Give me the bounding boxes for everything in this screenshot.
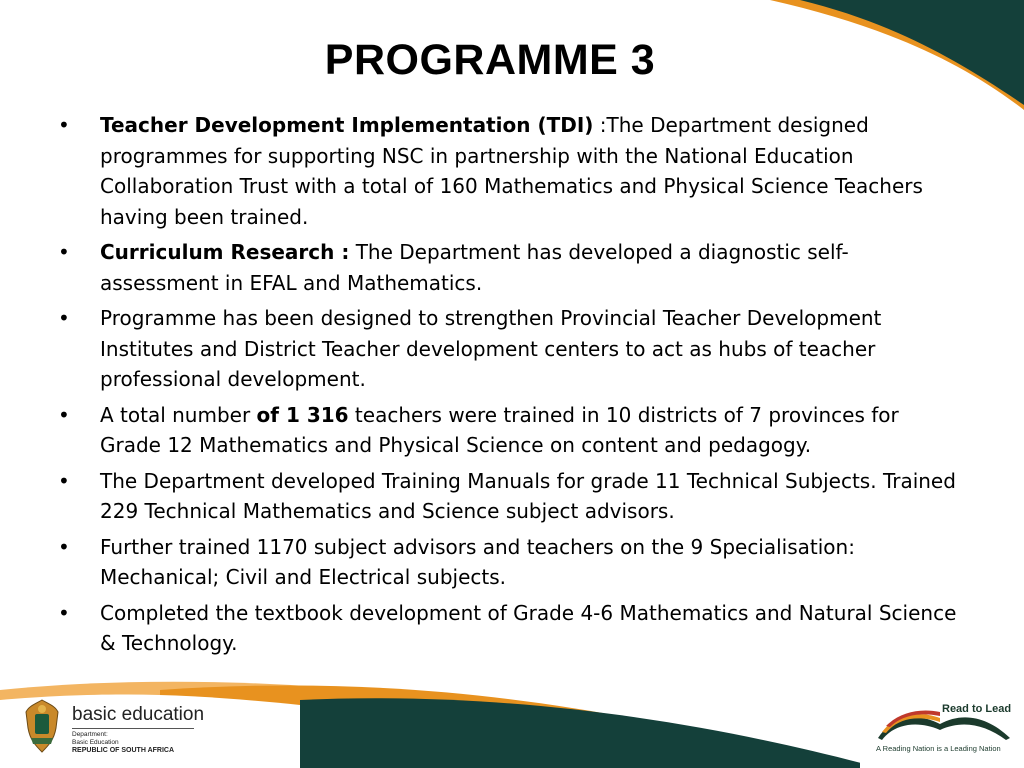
bullet-item [58,598,958,659]
department-line1: Department: [72,731,108,738]
bullet-text: A total number [100,402,257,427]
country-name: REPUBLIC OF SOUTH AFRICA [72,747,175,754]
bullet-glyph: • [58,468,70,493]
bullet-item [58,466,958,527]
bullet-text: Programme has been designed to strengthen Provincial Teacher Development Institutes and District Teacher development centers to act as hubs of teacher professional development. [100,306,882,391]
bullet-text: The Department has developed a diagnostic self-assessment in EFAL and Mathematics. [100,240,849,295]
bullet-text: :The Department designed programmes for supporting NSC in partnership with the National Education Collaboration Trust with a total of 160 Mathematics and Physical Science Teachers having been trained. [100,113,923,229]
bullet-item [58,110,958,232]
bullet-text: Completed the textbook development of Grade 4-6 Mathematics and Natural Science & Technology. [100,600,957,655]
department-label [72,731,119,746]
bullet-bold: of 1 316 [256,402,349,427]
bullet-glyph: • [58,240,70,264]
bullet-item [58,303,958,395]
basic-education-name: basic education [72,704,205,725]
bullet-text: The Department developed Training Manuals for grade 11 Technical Subjects. Trained 229 Technical Mathematics and Science subject advisors. [100,468,956,523]
bullet-glyph: • [58,306,70,330]
bullet-glyph: • [58,534,70,559]
basic-education-logo [20,698,260,758]
bullet-glyph: • [58,402,70,427]
bullet-item [58,237,958,298]
bullet-glyph: • [58,600,70,625]
bullet-glyph: • [58,113,70,137]
bullet-text: Further trained 1170 subject advisors and teachers on the 9 Specialisation: Mechanical; Civil and Electrical subjects. [100,534,855,589]
bullet-text: teachers were trained in 10 districts of 7 provinces for Grade 12 Mathematics and Physical Science on content and pedagogy. [100,402,899,457]
bullet-bold: Curriculum Research : [100,240,350,264]
logo-divider [72,728,194,729]
department-line2: Basic Education [72,738,119,746]
slide-title: PROGRAMME 3 [324,36,656,84]
bullet-list [58,110,958,664]
bottom-green-band [300,698,880,768]
bullet-item [58,532,958,593]
bullet-bold: Teacher Development Implementation (TDI) [100,113,594,137]
read-to-lead-tagline: A Reading Nation is a Leading Nation [876,744,1001,753]
bullet-item [58,400,958,461]
coat-of-arms-icon [22,698,62,754]
read-to-lead-title: Read to Lead [942,703,1012,715]
read-to-lead-logo [872,698,1017,760]
